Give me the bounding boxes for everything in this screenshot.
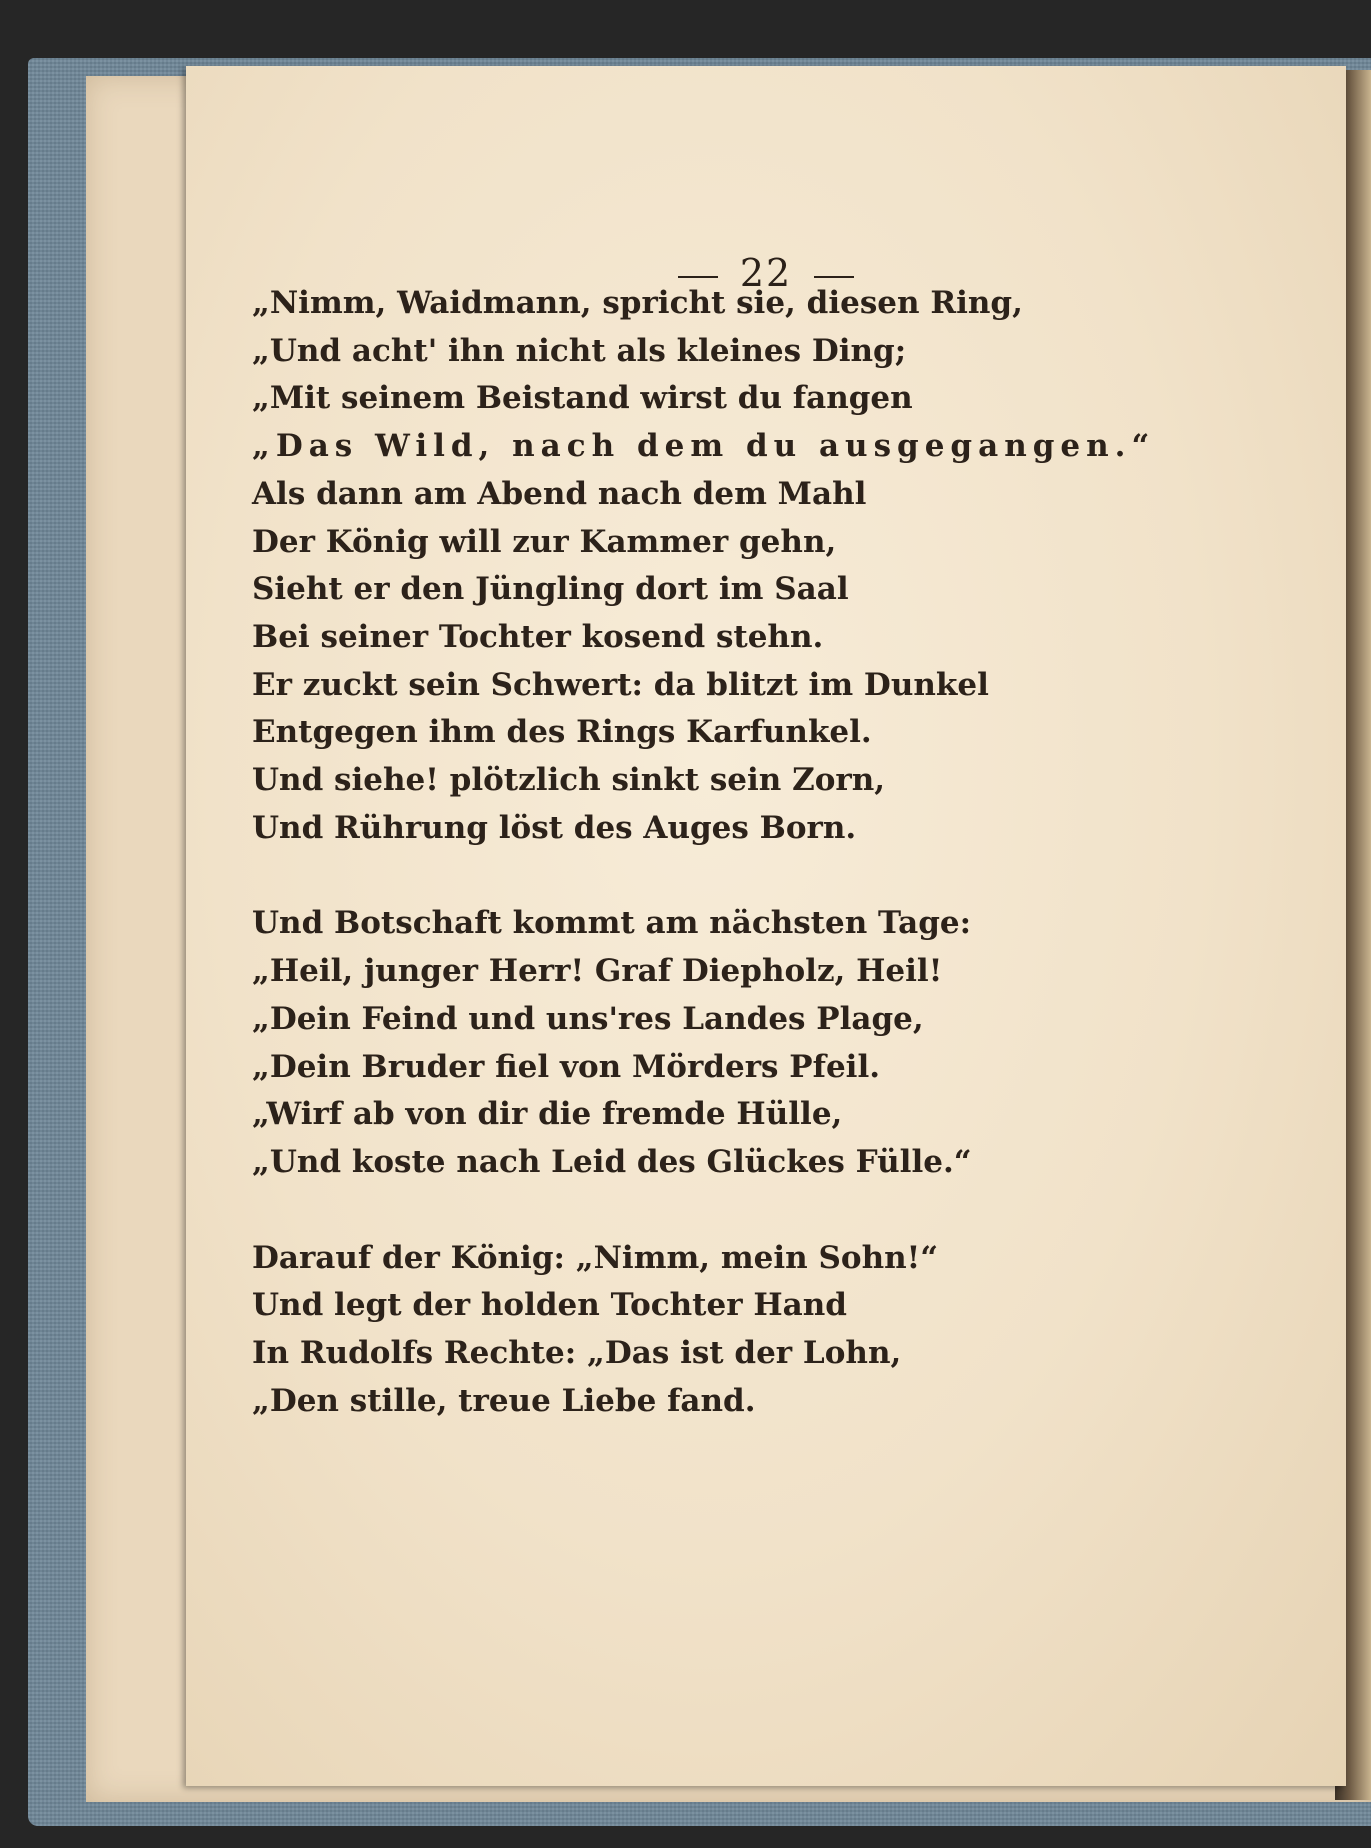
page-number: 22 <box>739 251 793 295</box>
poem-line: In Rudolfs Rechte: „Das ist der Lohn, <box>252 1335 902 1372</box>
poem-line: Und siehe! plötzlich sinkt sein Zorn, <box>252 762 886 799</box>
poem-line: Er zuckt sein Schwert: da blitzt im Dunkel <box>252 666 989 703</box>
poem-line: Und Rührung löst des Auges Born. <box>252 809 857 846</box>
poem-text <box>252 280 1156 1425</box>
poem-line: Als dann am Abend nach dem Mahl <box>252 475 867 512</box>
poem-line: „Dein Feind und uns'res Landes Plage, <box>252 1000 924 1037</box>
poem-line: Und Botschaft kommt am nächsten Tage: <box>252 905 972 942</box>
dash-left <box>678 276 718 278</box>
poem-line: „Und acht' ihn nicht als kleines Ding; <box>252 332 907 369</box>
poem-line: „Nimm, Waidmann, spricht sie, diesen Ring, <box>252 285 1023 321</box>
poem-line: Bei seiner Tochter kosend stehn. <box>252 618 824 655</box>
poem-line: Der König will zur Kammer gehn, <box>252 523 837 560</box>
poem-line: „Den stille, treue Liebe fand. <box>252 1382 756 1419</box>
stanza-break <box>252 1187 1112 1235</box>
stanza-3 <box>252 1235 1112 1426</box>
poem-line: Sieht er den Jüngling dort im Saal <box>252 571 849 608</box>
stanza-break <box>252 852 1112 900</box>
poem-line: „Wirf ab von dir die fremde Hülle, <box>252 1096 843 1133</box>
poem-line: Darauf der König: „Nimm, mein Sohn!“ <box>252 1239 939 1276</box>
poem-line: Und legt der holden Tochter Hand <box>252 1287 847 1324</box>
poem-line: „Und koste nach Leid des Glückes Fülle.“ <box>252 1143 972 1180</box>
stanza-2 <box>252 900 1112 1186</box>
poem-line: „Dein Bruder fiel von Mörders Pfeil. <box>252 1048 881 1085</box>
stanza-1 <box>252 280 1156 852</box>
poem-line: „Mit seinem Beistand wirst du fangen <box>252 380 913 417</box>
poem-line: Entgegen ihm des Rings Karfunkel. <box>252 714 872 751</box>
dash-right <box>814 276 854 278</box>
poem-line: „Das Wild, nach dem du ausgegangen.“ <box>252 428 1156 465</box>
poem-line: „Heil, junger Herr! Graf Diepholz, Heil! <box>252 953 943 990</box>
